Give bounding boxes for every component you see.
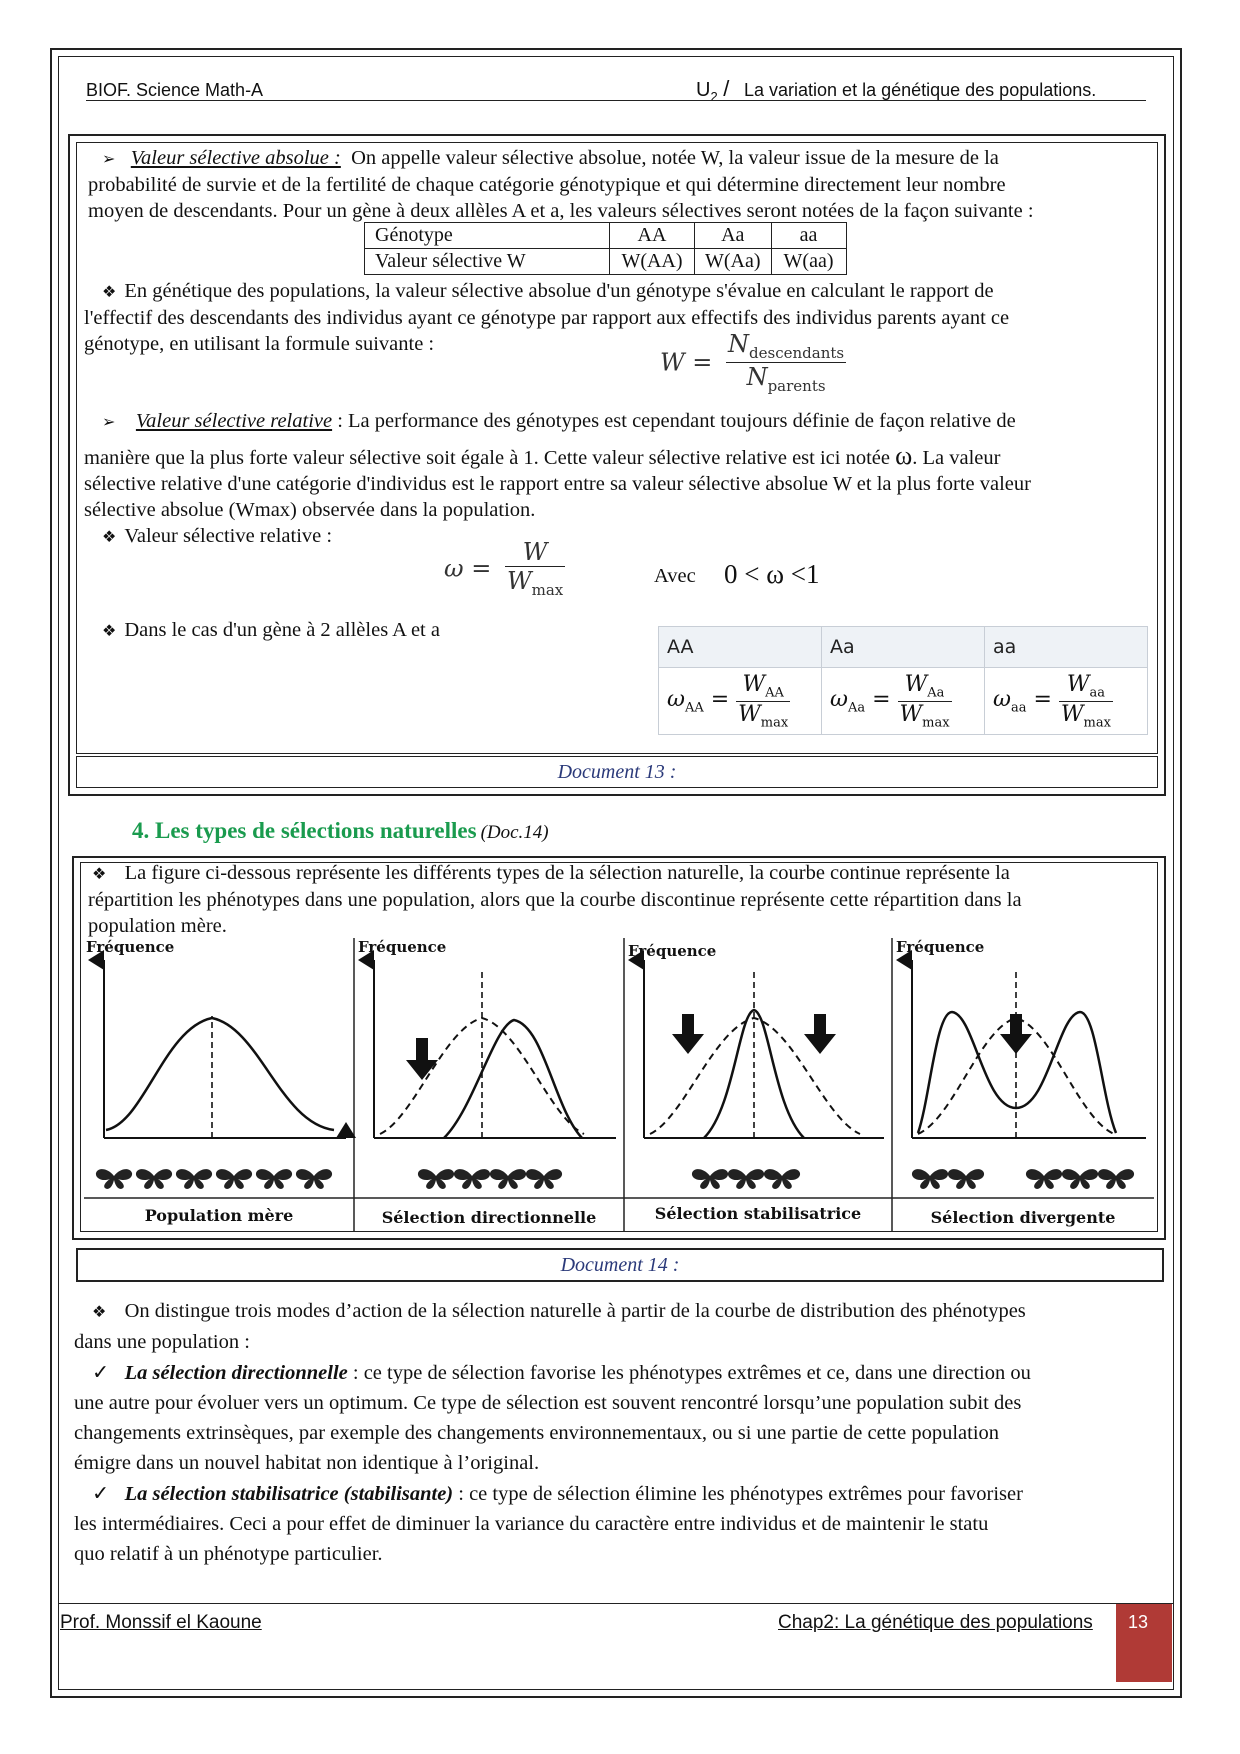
panel-selection-directionnelle bbox=[374, 960, 616, 1189]
doc14-caption-box bbox=[76, 1248, 1164, 1282]
omega-lhs: ω bbox=[667, 686, 685, 712]
omega-lhs-sub: Aa bbox=[847, 700, 866, 716]
fraction bbox=[736, 672, 790, 730]
panel-population-mere bbox=[96, 960, 346, 1189]
frac-den-sub: max bbox=[922, 714, 950, 730]
header-right: La variation et la génétique des populations. bbox=[744, 80, 1097, 100]
moth-row bbox=[912, 1169, 1134, 1189]
table-cell: aa bbox=[771, 223, 846, 249]
panel-label-population-mere: Population mère bbox=[144, 1206, 294, 1225]
omega-lhs: ω bbox=[830, 686, 848, 712]
equals-sign: = bbox=[1033, 686, 1052, 712]
panel-label-directionnelle: Sélection directionnelle bbox=[381, 1208, 597, 1227]
header-rule bbox=[86, 100, 1146, 101]
frac-den: W bbox=[899, 701, 923, 727]
frac-den: W bbox=[738, 701, 761, 727]
table-cell bbox=[822, 668, 985, 735]
moth-row bbox=[418, 1169, 562, 1189]
table-cell: AA bbox=[610, 223, 695, 249]
formula-w-lhs: W = bbox=[660, 348, 713, 377]
panel-label-stabilisatrice: Sélection stabilisatrice bbox=[654, 1204, 862, 1223]
frac-num: W bbox=[1066, 672, 1090, 698]
diamond-bullet-icon: ❖ bbox=[102, 527, 117, 546]
check-icon: ✓ bbox=[92, 1360, 110, 1384]
header-unit-letter: U bbox=[696, 79, 711, 101]
table-cell: W(AA) bbox=[610, 249, 695, 275]
frac-den-sub: max bbox=[1083, 714, 1111, 730]
formula-omega-den-sub: max bbox=[531, 580, 564, 599]
dir-line4: émigre dans un nouvel habitat non identique à l’original. bbox=[74, 1452, 540, 1474]
down-arrow-icon bbox=[406, 1038, 438, 1080]
diamond-bullet-icon: ❖ bbox=[102, 621, 117, 640]
diamond-bullet-icon: ❖ bbox=[102, 282, 117, 301]
section4-heading bbox=[132, 818, 549, 844]
freq-label-4: Fréquence bbox=[896, 938, 985, 956]
freq-label-1: Fréquence bbox=[86, 938, 175, 956]
table-cell: Génotype bbox=[365, 223, 610, 249]
p1-line1: On appelle valeur sélective absolue, notée W, la valeur issue de la mesure de la bbox=[351, 147, 999, 169]
table-cell: Valeur sélective W bbox=[365, 249, 610, 275]
check-icon: ✓ bbox=[92, 1481, 110, 1505]
header-slash: / bbox=[723, 76, 730, 101]
continuous-curve bbox=[444, 1020, 582, 1138]
table-cell: Aa bbox=[695, 223, 772, 249]
panel-selection-stabilisatrice bbox=[644, 960, 884, 1189]
p2-line3: génotype, en utilisant la formule suivante : bbox=[84, 333, 435, 355]
doc14-intro-line3: population mère. bbox=[88, 915, 227, 937]
formula-omega-lhs: ω = bbox=[444, 554, 492, 583]
dir-line3: changements extrinsèques, par exemple des changements environnementaux, ou si une partie de cette population bbox=[74, 1422, 1000, 1444]
table-cell bbox=[985, 668, 1148, 735]
frac-num: W bbox=[904, 672, 928, 698]
continuous-curve bbox=[106, 1018, 334, 1130]
doc13-paragraph-absolute bbox=[88, 145, 1154, 224]
doc14-intro-line2: répartition les phénotypes dans une population, alors que la courbe discontinue représente cette répartition dans la bbox=[88, 889, 1022, 911]
avec-label: Avec bbox=[654, 565, 696, 587]
table-row bbox=[659, 627, 1148, 668]
formula-omega-num: W bbox=[505, 538, 565, 567]
formula-w-den: N bbox=[746, 362, 768, 391]
frac-num-sub: Aa bbox=[927, 685, 945, 701]
formula-omega bbox=[444, 538, 565, 599]
table-row bbox=[365, 223, 847, 249]
term-relative: Valeur sélective relative bbox=[135, 410, 333, 432]
p2-line1: En génétique des populations, la valeur sélective absolue d'un génotype s'évalue en calculant le rapport de bbox=[124, 280, 994, 302]
formula-w-num-sub: descendants bbox=[749, 343, 845, 362]
body-p1-line2: dans une population : bbox=[74, 1331, 250, 1353]
formula-w bbox=[660, 330, 846, 395]
omega-lhs-sub: AA bbox=[684, 700, 704, 716]
omega-lhs-sub: aa bbox=[1010, 700, 1027, 716]
term-stabilisatrice: La sélection stabilisatrice (stabilisante) bbox=[124, 1483, 454, 1505]
stab-line2: les intermédiaires. Ceci a pour effet de diminuer la variance du caractère entre individus et de maintenir le statu bbox=[74, 1513, 989, 1535]
frac-den-sub: max bbox=[760, 714, 789, 730]
formula-w-fraction bbox=[726, 330, 846, 395]
doc13-paragraph-relative bbox=[84, 408, 1154, 550]
page-number: 13 bbox=[1128, 1612, 1149, 1632]
section4-title: 4. Les types de sélections naturelles bbox=[132, 818, 477, 843]
p3-line2b: . La valeur bbox=[912, 447, 1001, 469]
formula-omega-fraction bbox=[505, 538, 565, 599]
freq-label-3: Fréquence bbox=[628, 942, 717, 960]
omega-lhs: ω bbox=[993, 686, 1011, 712]
dir-line1: : ce type de sélection favorise les phénotypes extrêmes et ce, dans une direction ou bbox=[352, 1362, 1031, 1384]
formula-w-den-sub: parents bbox=[767, 376, 826, 395]
p2-line2: l'effectif des descendants des individus ayant ce génotype par rapport aux effectifs des individus parents ayant ce bbox=[84, 307, 1010, 329]
arrow-bullet-icon: ➢ bbox=[102, 149, 116, 168]
frac-num-sub: aa bbox=[1089, 685, 1105, 701]
p1-line2: probabilité de survie et de la fertilité de chaque catégorie génotypique et qui détermine directement leur nombre bbox=[88, 174, 1006, 196]
doc13-caption: Document 13 : bbox=[557, 761, 677, 783]
selection-types-figure bbox=[84, 938, 1154, 1232]
fraction bbox=[1059, 672, 1113, 730]
body-text bbox=[74, 1296, 1154, 1569]
table-cell: W(Aa) bbox=[695, 249, 772, 275]
stab-line1: : ce type de sélection élimine les phénotypes extrêmes pour favoriser bbox=[458, 1483, 1023, 1505]
stab-line3: quo relatif à un phénotype particulier. bbox=[74, 1543, 383, 1565]
table-header-cell: AA bbox=[659, 627, 822, 668]
arrow-bullet-icon: ➢ bbox=[102, 412, 116, 431]
table-header-cell: aa bbox=[985, 627, 1148, 668]
term-directionnelle: La sélection directionnelle bbox=[124, 1362, 348, 1384]
down-arrow-icon bbox=[672, 1014, 704, 1054]
doc13-caption-box bbox=[76, 756, 1158, 788]
p4-label: Valeur sélective relative : bbox=[124, 525, 333, 547]
frac-num: W bbox=[742, 672, 766, 698]
table-row bbox=[659, 668, 1148, 735]
table-cell bbox=[659, 668, 822, 735]
relative-fitness-table bbox=[658, 626, 1148, 735]
moth-row bbox=[96, 1169, 332, 1189]
p3-line1: : La performance des génotypes est cependant toujours définie de façon relative de bbox=[337, 410, 1016, 432]
panel-label-divergente: Sélection divergente bbox=[930, 1208, 1116, 1227]
equals-sign: = bbox=[872, 686, 891, 712]
equals-sign: = bbox=[710, 686, 730, 712]
p3-line4: sélective absolue (Wmax) observée dans la population. bbox=[84, 499, 536, 521]
doc13-paragraph-two-alleles bbox=[102, 617, 440, 644]
frac-den: W bbox=[1060, 701, 1084, 727]
doc14-intro-line1: La figure ci-dessous représente les différents types de la sélection naturelle, la courbe continue représente la bbox=[124, 862, 1010, 884]
down-arrow-icon bbox=[804, 1014, 836, 1054]
footer-rule bbox=[58, 1603, 1174, 1604]
doc14-caption: Document 14 : bbox=[560, 1254, 680, 1276]
table-row bbox=[365, 249, 847, 275]
p1-line3: moyen de descendants. Pour un gène à deux allèles A et a, les valeurs sélectives seront notées de la façon suivante : bbox=[88, 200, 1034, 222]
footer-chapter: Chap2: La génétique des populations bbox=[778, 1612, 1093, 1633]
panel-selection-divergente bbox=[912, 960, 1146, 1189]
term-absolute: Valeur sélective absolue : bbox=[130, 147, 341, 169]
p3-line2a: manière que la plus forte valeur sélective soit égale à 1. Cette valeur sélective relative est ici notée bbox=[84, 447, 890, 469]
diamond-bullet-icon: ❖ bbox=[92, 864, 107, 883]
table-cell: W(aa) bbox=[771, 249, 846, 275]
p5-label: Dans le cas d'un gène à 2 allèles A et a bbox=[124, 619, 440, 641]
body-p1-line1: On distingue trois modes d’action de la sélection naturelle à partir de la courbe de distribution des phénotypes bbox=[124, 1300, 1026, 1322]
header-left: BIOF. Science Math-A bbox=[86, 80, 264, 100]
formula-w-num: N bbox=[728, 330, 750, 358]
header-unit-sub: 2 bbox=[710, 89, 718, 104]
omega-symbol: ω bbox=[895, 441, 913, 470]
fraction bbox=[898, 672, 952, 730]
section4-ref: (Doc.14) bbox=[480, 822, 549, 843]
footer-author: Prof. Monssif el Kaoune bbox=[60, 1612, 262, 1633]
down-arrow-icon bbox=[1000, 1014, 1032, 1054]
diamond-bullet-icon: ❖ bbox=[92, 1302, 107, 1321]
doc14-intro bbox=[88, 860, 1154, 939]
page-number-tab bbox=[1116, 1604, 1172, 1682]
p3-line3: sélective relative d'une catégorie d'individus est le rapport entre sa valeur sélective absolue W et la plus forte valeur bbox=[84, 473, 1031, 495]
frac-num-sub: AA bbox=[765, 685, 784, 701]
dir-line2: une autre pour évoluer vers un optimum. Ce type de sélection est souvent rencontré lorsqu’une population subit des bbox=[74, 1392, 1022, 1414]
doc13-paragraph-formula bbox=[84, 278, 1154, 357]
freq-label-2: Fréquence bbox=[358, 938, 447, 956]
table-header-cell: Aa bbox=[822, 627, 985, 668]
genotype-table bbox=[364, 222, 847, 275]
moth-row bbox=[692, 1169, 800, 1189]
formula-omega-den: W bbox=[506, 567, 532, 595]
omega-range: 0 < ω <1 bbox=[724, 559, 820, 589]
